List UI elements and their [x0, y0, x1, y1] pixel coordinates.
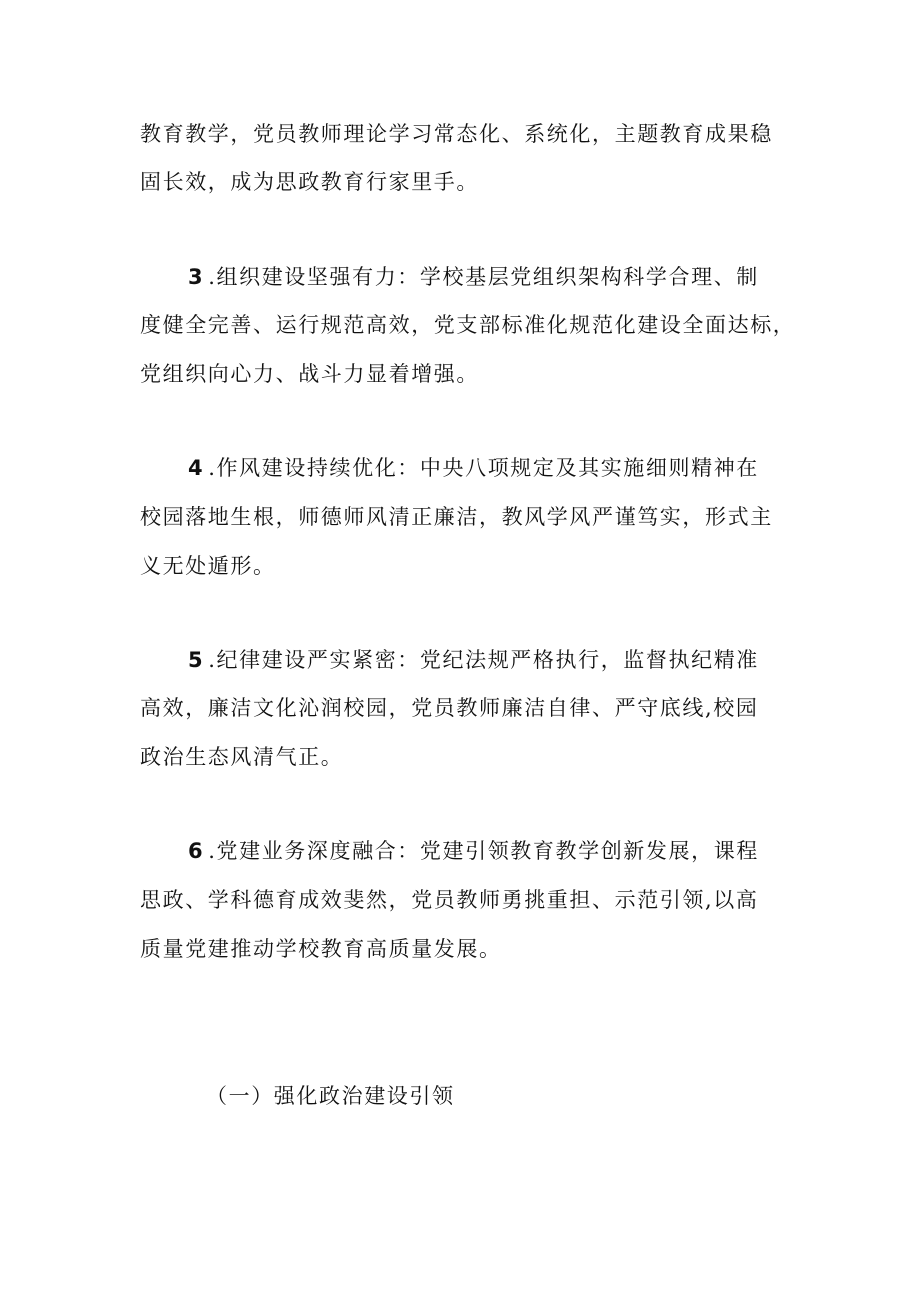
paragraph-line: 校园落地生根，师德师风清正廉洁，教风学风严谨笃实，形式主: [140, 505, 773, 529]
section-heading: （一）强化政治建设引领: [206, 1084, 455, 1108]
paragraph-line: .纪律建设严实紧密：党纪法规严格执行，监督执纪精准: [208, 648, 759, 672]
paragraph-line: .作风建设持续优化：中央八项规定及其实施细则精神在: [208, 456, 759, 480]
paragraph-line: .组织建设坚强有力：学校基层党组织架构科学合理、制: [208, 265, 759, 289]
list-number: 3: [188, 265, 205, 289]
paragraph-line: .党建业务深度融合：党建引领教育教学创新发展，课程: [208, 839, 759, 863]
paragraph-line: 度健全完善、运行规范高效，党支部标准化规范化建设全面达标，: [140, 313, 796, 337]
list-number: 6: [188, 839, 205, 863]
paragraph-line: 质量党建推动学校教育高质量发展。: [140, 937, 502, 961]
list-number: 4: [188, 456, 205, 480]
list-item-4-first-line: [140, 451, 800, 485]
list-item-5-first-line: [140, 643, 800, 677]
list-number: 5: [188, 648, 205, 672]
paragraph-line: 政治生态风清气正。: [140, 745, 344, 769]
list-item-3-first-line: [140, 260, 800, 294]
paragraph-line: 党组织向心力、战斗力显着增强。: [140, 362, 479, 386]
paragraph-line: 教育教学，党员教师理论学习常态化、系统化，主题教育成果稳: [140, 122, 773, 146]
paragraph-line: 义无处遁形。: [140, 554, 276, 578]
list-item-6-first-line: [140, 834, 800, 868]
paragraph-line: 固长效，成为思政教育行家里手。: [140, 170, 479, 194]
paragraph-line: 高效，廉洁文化沁润校园，党员教师廉洁自律、严守底线,校园: [140, 696, 759, 720]
paragraph-line: 思政、学科德育成效斐然，党员教师勇挑重担、示范引领,以高: [140, 888, 759, 912]
